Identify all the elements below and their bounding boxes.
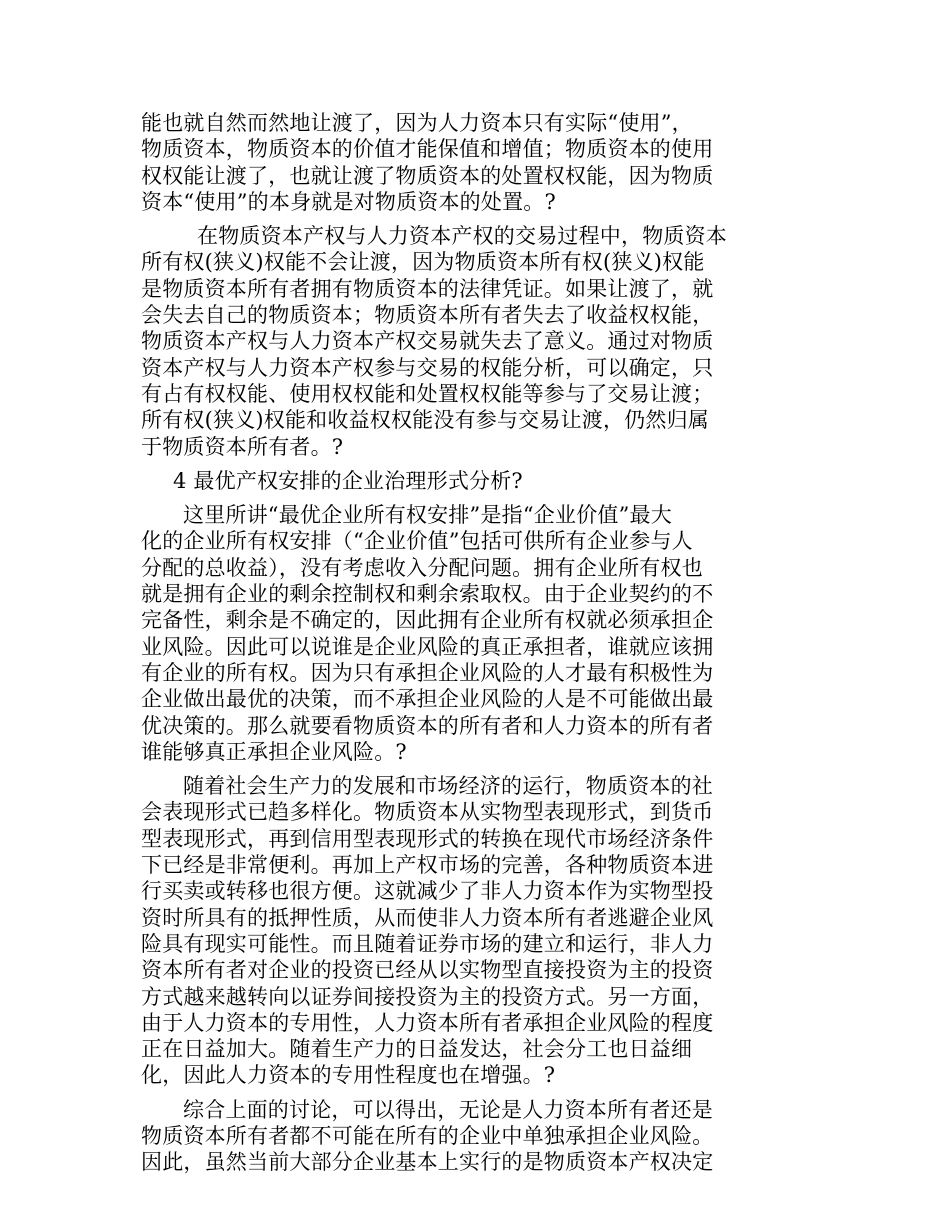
text-line: 资本所有者对企业的投资已经从以实物型直接投资为主的投资 <box>141 958 714 983</box>
text-line: 物质资本，物质资本的价值才能保值和增值；物质资本的使用 <box>141 137 714 162</box>
document-page <box>141 110 741 1176</box>
text-line: 谁能够真正承担企业风险。? <box>141 739 407 764</box>
paragraph <box>141 223 741 460</box>
text-line: 权权能让渡了，也就让渡了物质资本的处置权权能，因为物质 <box>141 163 714 188</box>
text-line: 化，因此人力资本的专用性程度也在增强。? <box>141 1063 556 1088</box>
text-line: 随着社会生产力的发展和市场经济的运行，物质资本的社 <box>183 774 713 799</box>
text-line: 行买卖或转移也很方便。这就减少了非人力资本作为实物型投 <box>141 879 714 904</box>
text-line: 资本“使用”的本身就是对物质资本的处置。? <box>141 189 556 214</box>
heading-text: 4 最优产权安排的企业治理形式分析? <box>173 468 523 493</box>
text-line: 业风险。因此可以说谁是企业风险的真正承担者，谁就应该拥 <box>141 634 714 659</box>
text-line: 综合上面的讨论，可以得出，无论是人力资本所有者还是 <box>183 1097 713 1122</box>
paragraph <box>141 773 741 1089</box>
text-line: 物质资本产权与人力资本产权交易就失去了意义。通过对物质 <box>141 329 714 354</box>
paragraph <box>141 502 741 765</box>
text-line: 是物质资本所有者拥有物质资本的法律凭证。如果让渡了，就 <box>141 276 714 301</box>
section-heading <box>141 468 741 494</box>
text-line: 有占有权权能、使用权权能和处置权权能等参与了交易让渡； <box>141 381 714 406</box>
text-line: 正在日益加大。随着生产力的日益发达，社会分工也日益细 <box>141 1037 693 1062</box>
text-line: 这里所讲“最优企业所有权安排”是指“企业价值”最大 <box>183 503 672 528</box>
paragraph <box>141 1097 741 1176</box>
text-line: 化的企业所有权安排（“企业价值”包括可供所有企业参与人 <box>141 529 693 554</box>
text-line: 于物质资本所有者。? <box>141 434 344 459</box>
text-line: 有企业的所有权。因为只有承担企业风险的人才最有积极性为 <box>141 660 714 685</box>
text-line: 下已经是非常便利。再加上产权市场的完善，各种物质资本进 <box>141 853 714 878</box>
text-line: 优决策的。那么就要看物质资本的所有者和人力资本的所有者 <box>141 713 714 738</box>
text-line: 会失去自己的物质资本；物质资本所有者失去了收益权权能， <box>141 303 714 328</box>
text-line: 方式越来越转向以证券间接投资为主的投资方式。另一方面， <box>141 984 714 1009</box>
text-line: 物质资本所有者都不可能在所有的企业中单独承担企业风险。 <box>141 1123 714 1148</box>
text-line: 资本产权与人力资本产权参与交易的权能分析，可以确定，只 <box>141 355 714 380</box>
text-line: 就是拥有企业的剩余控制权和剩余索取权。由于企业契约的不 <box>141 582 714 607</box>
text-line: 型表现形式，再到信用型表现形式的转换在现代市场经济条件 <box>141 826 714 851</box>
text-line: 由于人力资本的专用性，人力资本所有者承担企业风险的程度 <box>141 1010 714 1035</box>
text-line: 所有权(狭义)权能不会让渡，因为物质资本所有权(狭义)权能 <box>141 250 705 275</box>
text-line: 险具有现实可能性。而且随着证券市场的建立和运行，非人力 <box>141 931 714 956</box>
text-line: 能也就自然而然地让渡了，因为人力资本只有实际“使用”， <box>141 111 693 135</box>
text-line: 在物质资本产权与人力资本产权的交易过程中，物质资本 <box>197 224 727 249</box>
text-line: 企业做出最优的决策，而不承担企业风险的人是不可能做出最 <box>141 687 714 712</box>
text-line: 所有权(狭义)权能和收益权权能没有参与交易让渡，仍然归属 <box>141 408 709 433</box>
text-line: 完备性，剩余是不确定的，因此拥有企业所有权就必须承担企 <box>141 608 714 633</box>
paragraph <box>141 110 741 215</box>
text-line: 分配的总收益），没有考虑收入分配问题。拥有企业所有权也 <box>141 555 703 580</box>
text-line: 会表现形式已趋多样化。物质资本从实物型表现形式，到货币 <box>141 800 714 825</box>
text-line: 资时所具有的抵押性质，从而使非人力资本所有者逃避企业风 <box>141 905 714 930</box>
text-line: 因此，虽然当前大部分企业基本上实行的是物质资本产权决定 <box>141 1150 714 1175</box>
